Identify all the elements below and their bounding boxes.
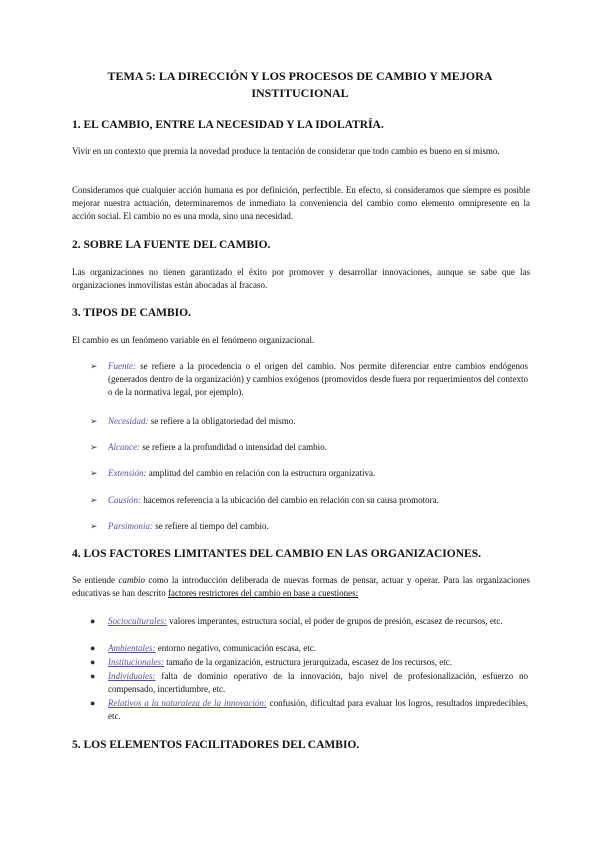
arrow-bullet-icon: ➢: [90, 416, 98, 426]
emphasis-term: cambio: [118, 575, 145, 585]
item-text: se refiere al tiempo del cambio.: [153, 521, 269, 531]
item-term: Parsimonia:: [108, 521, 153, 531]
item-term: Relativos a la naturaleza de la innovación:: [108, 698, 267, 708]
item-term: Necesidad:: [108, 416, 149, 426]
item-text: falta de dominio operativo de la innovación, bajo nivel de profesionalización, esfuerzo no compensado, incertidumbre, etc.: [108, 671, 528, 694]
item-term: Socioculturales:: [108, 616, 167, 626]
item-text: valores imperantes, estructura social, el poder de grupos de presión, escasez de recursos, etc.: [167, 616, 503, 626]
round-bullet-icon: ●: [90, 643, 96, 653]
text-run: Se entiende: [72, 575, 119, 585]
item-text: se refiere a la procedencia o el origen del cambio. Nos permite diferenciar entre cambios endógenos (generados dentro de la organización) y cambios exógenos (promovidos desde fuera por requerimientos del contexto o de la normativa legal, por ejemplo).: [108, 361, 528, 397]
round-bullet-icon: ●: [90, 616, 96, 626]
section-4-heading: 4. LOS FACTORES LIMITANTES DEL CAMBIO EN LAS ORGANIZACIONES.: [72, 548, 481, 560]
item-text: confusión, dificultad para evaluar los logros, resultados impredecibles, etc.: [108, 698, 528, 721]
item-text: se refiere a la profundidad o intensidad del cambio.: [139, 442, 327, 452]
item-term: Ambientales:: [108, 643, 156, 653]
item-text: tamaño de la organización, estructura jerarquizada, escasez de los recursos, etc.: [164, 657, 452, 667]
arrow-bullet-icon: ➢: [90, 495, 98, 505]
item-text: hacemos referencia a la ubicación del cambio en relación con su causa promotora.: [141, 495, 439, 505]
item-term: Institucionales:: [108, 657, 164, 667]
section-2-heading: 2. SOBRE LA FUENTE DEL CAMBIO.: [72, 239, 271, 251]
section-4-paragraph: [72, 574, 530, 600]
arrow-bullet-icon: ➢: [90, 442, 98, 452]
section-1-paragraph-2: Consideramos que cualquier acción humana es por definición, perfectible. En efecto, si consideramos que siempre es posible mejorar nuestra actuación, determinaremos de inmediato la conveniencia del cambio como elemento omnipresente en la acción social. El cambio no es una moda, sino una necesidad.: [72, 185, 530, 221]
title-line-2: INSTITUCIONAL: [251, 86, 349, 100]
document-title: [80, 68, 520, 102]
arrow-bullet-icon: ➢: [90, 468, 98, 478]
item-term: Alcance:: [108, 442, 140, 452]
item-term: Individuales:: [108, 671, 156, 681]
item-term: Causión:: [108, 495, 142, 505]
round-bullet-icon: ●: [90, 698, 96, 708]
item-text: entorno negativo, comunicación escasa, etc.: [155, 643, 316, 653]
section-1-paragraph-1: Vivir en un contexto que premia la novedad produce la tentación de considerar que todo cambio es bueno en sí mismo.: [72, 146, 500, 156]
round-bullet-icon: ●: [90, 671, 96, 681]
item-text: amplitud del cambio en relación con la estructura organizativa.: [146, 468, 376, 478]
text-run: como la introducción deliberada de nuevas formas de pensar, actuar y operar. Para las organizaciones educativas se han descrito: [72, 575, 530, 598]
section-3-heading: 3. TIPOS DE CAMBIO.: [72, 307, 191, 319]
round-bullet-icon: ●: [90, 657, 96, 667]
underlined-phrase: factores restrictores del cambio en base a cuestiones:: [167, 588, 359, 598]
title-line-1: TEMA 5: LA DIRECCIÓN Y LOS PROCESOS DE CAMBIO Y MEJORA: [107, 69, 493, 83]
section-5-heading: 5. LOS ELEMENTOS FACILITADORES DEL CAMBIO.: [72, 739, 360, 751]
section-2-paragraph-1: Las organizaciones no tienen garantizado el éxito por promover y desarrollar innovaciones, aunque se sabe que las organizaciones inmovilistas están abocadas al fracaso.: [72, 267, 530, 290]
section-1-heading: 1. EL CAMBIO, ENTRE LA NECESIDAD Y LA IDOLATRÍA.: [72, 119, 384, 131]
arrow-bullet-icon: ➢: [90, 361, 98, 371]
arrow-bullet-icon: ➢: [90, 521, 98, 531]
item-term: Fuente:: [108, 361, 136, 371]
item-term: Extensión:: [108, 468, 147, 478]
item-text: se refiere a la obligatoriedad del mismo.: [148, 416, 296, 426]
section-3-intro: El cambio es un fenómeno variable en el fenómeno organizacional.: [72, 335, 315, 345]
